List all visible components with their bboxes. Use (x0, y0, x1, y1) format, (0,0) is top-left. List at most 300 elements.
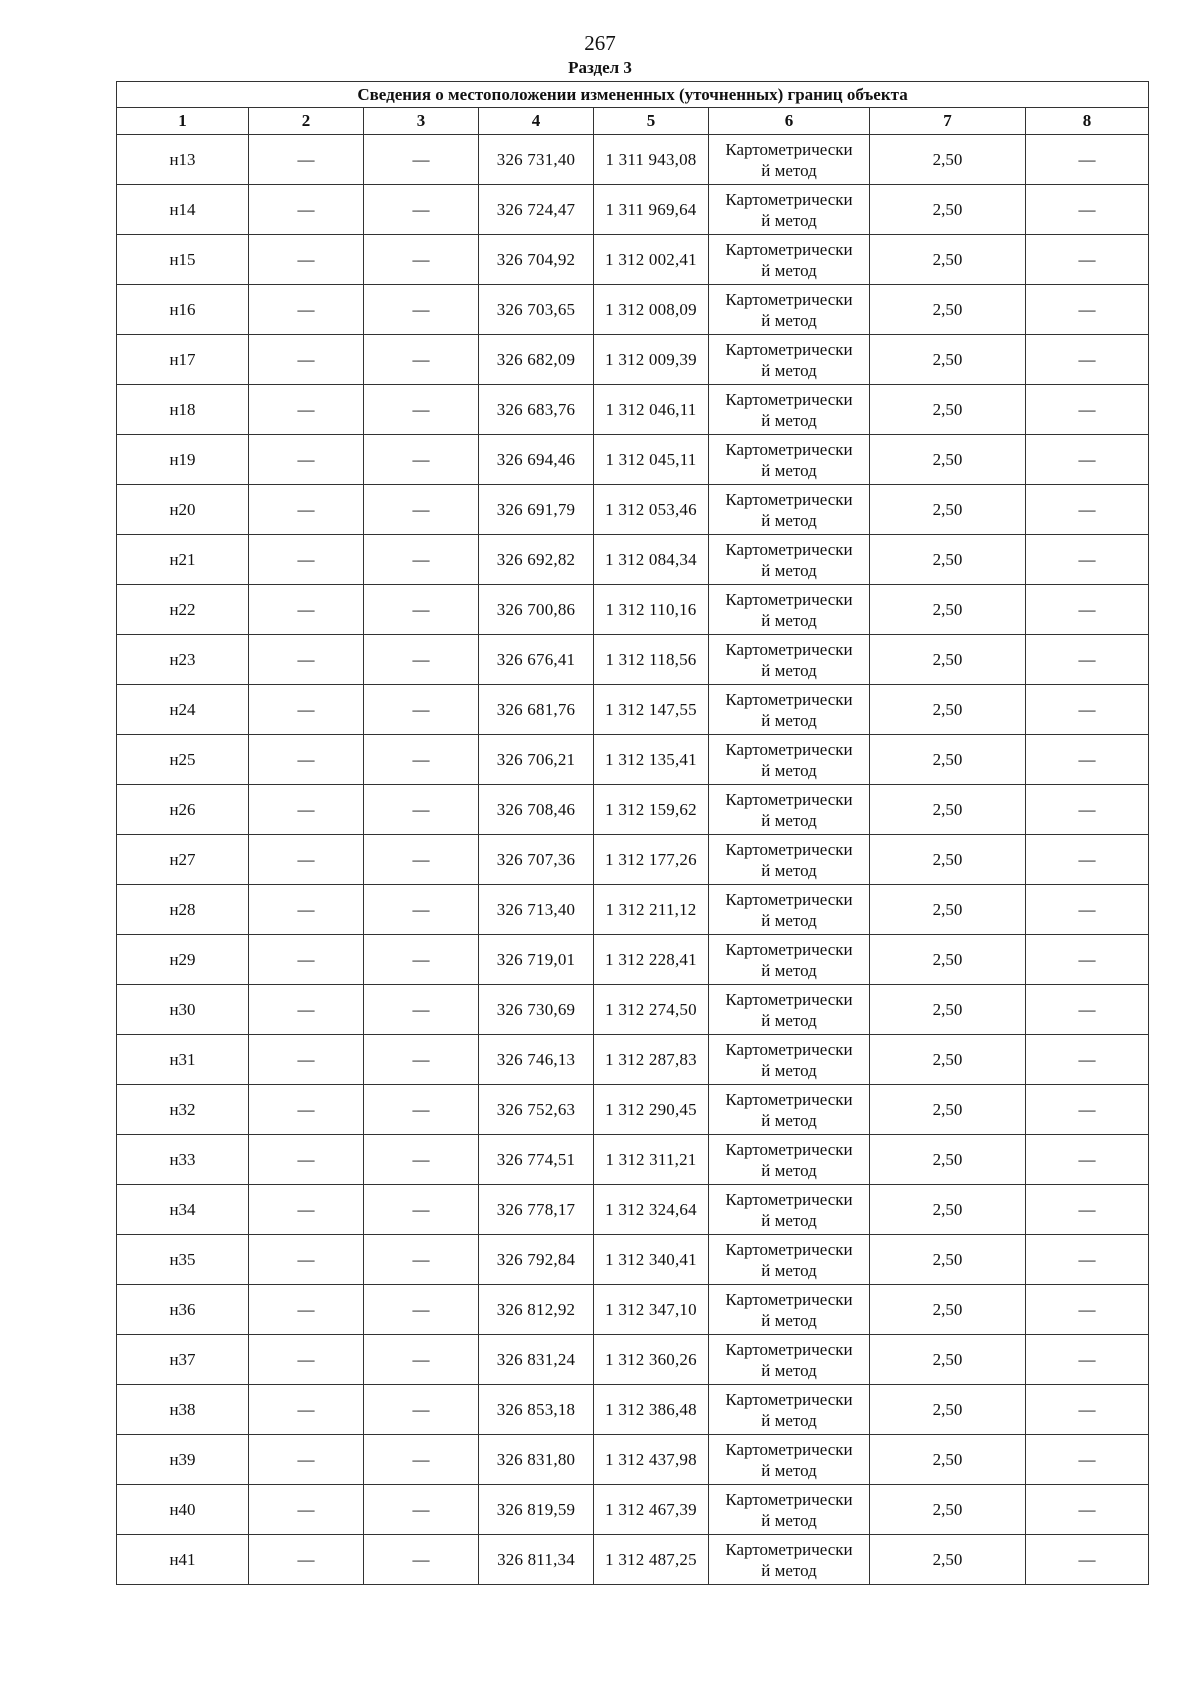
y-coordinate-cell: 1 312 274,50 (594, 985, 709, 1035)
y-coordinate-cell: 1 312 045,11 (594, 435, 709, 485)
table-row (117, 135, 1149, 185)
y-coordinate-cell: 1 312 211,12 (594, 885, 709, 935)
method-line-1: Картометрически (725, 189, 853, 209)
column-number-row (117, 108, 1149, 135)
method-cell (709, 1085, 870, 1135)
column-8-cell: — (1026, 185, 1149, 235)
method-line-1: Картометрически (725, 1139, 853, 1159)
column-8-cell: — (1026, 835, 1149, 885)
accuracy-cell: 2,50 (870, 285, 1026, 335)
column-3-cell: — (364, 1385, 479, 1435)
table-row (117, 285, 1149, 335)
method-cell (709, 1385, 870, 1435)
column-3-cell: — (364, 585, 479, 635)
column-2-cell: — (249, 1035, 364, 1085)
column-3-cell: — (364, 1435, 479, 1485)
accuracy-cell: 2,50 (870, 1185, 1026, 1235)
column-2-cell: — (249, 335, 364, 385)
column-3-cell: — (364, 1235, 479, 1285)
column-3-cell: — (364, 935, 479, 985)
accuracy-cell: 2,50 (870, 385, 1026, 435)
method-line-1: Картометрически (725, 889, 853, 909)
x-coordinate-cell: 326 694,46 (479, 435, 594, 485)
point-number-cell: н37 (117, 1335, 249, 1385)
column-2-cell: — (249, 885, 364, 935)
method-line-2: й метод (761, 1410, 817, 1430)
method-line-1: Картометрически (725, 289, 853, 309)
method-line-2: й метод (761, 660, 817, 680)
method-line-1: Картометрически (725, 939, 853, 959)
column-8-cell: — (1026, 1435, 1149, 1485)
x-coordinate-cell: 326 774,51 (479, 1135, 594, 1185)
column-3-cell: — (364, 835, 479, 885)
section-title: Раздел 3 (568, 58, 632, 77)
accuracy-cell: 2,50 (870, 1335, 1026, 1385)
point-number-cell: н35 (117, 1235, 249, 1285)
column-8-cell: — (1026, 1335, 1149, 1385)
method-line-1: Картометрически (725, 1189, 853, 1209)
table-row (117, 1535, 1149, 1585)
x-coordinate-cell: 326 682,09 (479, 335, 594, 385)
method-line-2: й метод (761, 1310, 817, 1330)
table-row (117, 1435, 1149, 1485)
method-line-2: й метод (761, 1510, 817, 1530)
method-cell (709, 735, 870, 785)
column-2-cell: — (249, 685, 364, 735)
accuracy-cell: 2,50 (870, 585, 1026, 635)
accuracy-cell: 2,50 (870, 1135, 1026, 1185)
accuracy-cell: 2,50 (870, 1535, 1026, 1585)
point-number-cell: н39 (117, 1435, 249, 1485)
column-3-cell: — (364, 235, 479, 285)
table-row (117, 1385, 1149, 1435)
method-cell (709, 985, 870, 1035)
accuracy-cell: 2,50 (870, 235, 1026, 285)
column-8-cell: — (1026, 935, 1149, 985)
method-line-1: Картометрически (725, 489, 853, 509)
method-line-1: Картометрически (725, 1089, 853, 1109)
column-8-cell: — (1026, 335, 1149, 385)
column-8-cell: — (1026, 1535, 1149, 1585)
method-line-2: й метод (761, 310, 817, 330)
table-row (117, 935, 1149, 985)
method-cell (709, 1185, 870, 1235)
column-8-cell: — (1026, 885, 1149, 935)
point-number-cell: н18 (117, 385, 249, 435)
method-line-1: Картометрически (725, 1039, 853, 1059)
column-3-cell: — (364, 1335, 479, 1385)
table-row (117, 1335, 1149, 1385)
table-row (117, 1085, 1149, 1135)
column-3-cell: — (364, 1535, 479, 1585)
y-coordinate-cell: 1 312 437,98 (594, 1435, 709, 1485)
column-8-cell: — (1026, 1135, 1149, 1185)
method-line-1: Картометрически (725, 1439, 853, 1459)
point-number-cell: н38 (117, 1385, 249, 1435)
table-row (117, 685, 1149, 735)
column-number: 2 (249, 108, 364, 135)
column-2-cell: — (249, 1085, 364, 1135)
method-cell (709, 485, 870, 535)
point-number-cell: н22 (117, 585, 249, 635)
method-line-2: й метод (761, 1210, 817, 1230)
method-cell (709, 185, 870, 235)
column-3-cell: — (364, 885, 479, 935)
column-2-cell: — (249, 585, 364, 635)
column-2-cell: — (249, 1285, 364, 1335)
x-coordinate-cell: 326 724,47 (479, 185, 594, 235)
column-2-cell: — (249, 235, 364, 285)
column-8-cell: — (1026, 1485, 1149, 1535)
table-row (117, 1135, 1149, 1185)
column-2-cell: — (249, 485, 364, 535)
column-3-cell: — (364, 435, 479, 485)
method-line-1: Картометрически (725, 1539, 853, 1559)
method-cell (709, 1285, 870, 1335)
table-body (117, 135, 1149, 1585)
column-8-cell: — (1026, 1285, 1149, 1335)
method-cell (709, 885, 870, 935)
y-coordinate-cell: 1 312 147,55 (594, 685, 709, 735)
column-2-cell: — (249, 935, 364, 985)
x-coordinate-cell: 326 703,65 (479, 285, 594, 335)
y-coordinate-cell: 1 312 135,41 (594, 735, 709, 785)
table-row (117, 785, 1149, 835)
table-row (117, 185, 1149, 235)
table-row (117, 835, 1149, 885)
column-number: 6 (709, 108, 870, 135)
column-8-cell: — (1026, 1035, 1149, 1085)
method-line-1: Картометрически (725, 139, 853, 159)
method-line-2: й метод (761, 1360, 817, 1380)
accuracy-cell: 2,50 (870, 1035, 1026, 1085)
table-caption-row (117, 82, 1149, 108)
column-3-cell: — (364, 185, 479, 235)
column-8-cell: — (1026, 1235, 1149, 1285)
method-line-2: й метод (761, 960, 817, 980)
column-2-cell: — (249, 1335, 364, 1385)
column-3-cell: — (364, 1285, 479, 1335)
point-number-cell: н15 (117, 235, 249, 285)
y-coordinate-cell: 1 312 228,41 (594, 935, 709, 985)
column-2-cell: — (249, 1485, 364, 1535)
column-2-cell: — (249, 1135, 364, 1185)
accuracy-cell: 2,50 (870, 1235, 1026, 1285)
method-cell (709, 835, 870, 885)
method-line-1: Картометрически (725, 989, 853, 1009)
method-cell (709, 1435, 870, 1485)
y-coordinate-cell: 1 312 008,09 (594, 285, 709, 335)
table-row (117, 735, 1149, 785)
point-number-cell: н40 (117, 1485, 249, 1535)
method-line-2: й метод (761, 1260, 817, 1280)
point-number-cell: н33 (117, 1135, 249, 1185)
method-line-1: Картометрически (725, 239, 853, 259)
x-coordinate-cell: 326 692,82 (479, 535, 594, 585)
method-line-2: й метод (761, 910, 817, 930)
point-number-cell: н27 (117, 835, 249, 885)
accuracy-cell: 2,50 (870, 535, 1026, 585)
method-line-1: Картометрически (725, 1389, 853, 1409)
x-coordinate-cell: 326 719,01 (479, 935, 594, 985)
accuracy-cell: 2,50 (870, 335, 1026, 385)
column-8-cell: — (1026, 1385, 1149, 1435)
point-number-cell: н21 (117, 535, 249, 585)
column-number: 8 (1026, 108, 1149, 135)
accuracy-cell: 2,50 (870, 685, 1026, 735)
x-coordinate-cell: 326 713,40 (479, 885, 594, 935)
table-row (117, 585, 1149, 635)
method-line-2: й метод (761, 860, 817, 880)
table-caption: Сведения о местоположении измененных (уточненных) границ объекта (117, 82, 1149, 108)
column-3-cell: — (364, 1085, 479, 1135)
y-coordinate-cell: 1 312 324,64 (594, 1185, 709, 1235)
column-number: 3 (364, 108, 479, 135)
table-row (117, 485, 1149, 535)
table-row (117, 885, 1149, 935)
method-line-1: Картометрически (725, 1289, 853, 1309)
method-cell (709, 585, 870, 635)
x-coordinate-cell: 326 811,34 (479, 1535, 594, 1585)
point-number-cell: н16 (117, 285, 249, 335)
table-row (117, 1235, 1149, 1285)
accuracy-cell: 2,50 (870, 885, 1026, 935)
point-number-cell: н41 (117, 1535, 249, 1585)
column-8-cell: — (1026, 685, 1149, 735)
boundary-coordinates-table (116, 81, 1149, 1585)
method-line-1: Картометрически (725, 439, 853, 459)
page-number: 267 (584, 31, 616, 55)
point-number-cell: н31 (117, 1035, 249, 1085)
column-3-cell: — (364, 135, 479, 185)
y-coordinate-cell: 1 312 467,39 (594, 1485, 709, 1535)
x-coordinate-cell: 326 853,18 (479, 1385, 594, 1435)
column-number: 7 (870, 108, 1026, 135)
x-coordinate-cell: 326 704,92 (479, 235, 594, 285)
method-line-2: й метод (761, 1160, 817, 1180)
column-number: 4 (479, 108, 594, 135)
x-coordinate-cell: 326 746,13 (479, 1035, 594, 1085)
column-3-cell: — (364, 1035, 479, 1085)
x-coordinate-cell: 326 731,40 (479, 135, 594, 185)
method-cell (709, 1235, 870, 1285)
column-3-cell: — (364, 535, 479, 585)
method-line-2: й метод (761, 560, 817, 580)
column-3-cell: — (364, 285, 479, 335)
column-number: 1 (117, 108, 249, 135)
table-row (117, 385, 1149, 435)
column-3-cell: — (364, 1135, 479, 1185)
column-8-cell: — (1026, 735, 1149, 785)
column-3-cell: — (364, 635, 479, 685)
table-row (117, 635, 1149, 685)
x-coordinate-cell: 326 691,79 (479, 485, 594, 535)
method-cell (709, 785, 870, 835)
y-coordinate-cell: 1 311 969,64 (594, 185, 709, 235)
column-3-cell: — (364, 785, 479, 835)
column-2-cell: — (249, 535, 364, 585)
y-coordinate-cell: 1 312 340,41 (594, 1235, 709, 1285)
accuracy-cell: 2,50 (870, 485, 1026, 535)
method-cell (709, 635, 870, 685)
point-number-cell: н23 (117, 635, 249, 685)
y-coordinate-cell: 1 312 311,21 (594, 1135, 709, 1185)
method-line-2: й метод (761, 710, 817, 730)
column-8-cell: — (1026, 285, 1149, 335)
column-number: 5 (594, 108, 709, 135)
table-row (117, 335, 1149, 385)
method-line-1: Картометрически (725, 339, 853, 359)
method-line-1: Картометрически (725, 1339, 853, 1359)
method-cell (709, 1135, 870, 1185)
column-3-cell: — (364, 385, 479, 435)
y-coordinate-cell: 1 312 287,83 (594, 1035, 709, 1085)
point-number-cell: н13 (117, 135, 249, 185)
column-8-cell: — (1026, 785, 1149, 835)
y-coordinate-cell: 1 312 290,45 (594, 1085, 709, 1135)
column-8-cell: — (1026, 435, 1149, 485)
x-coordinate-cell: 326 812,92 (479, 1285, 594, 1335)
point-number-cell: н32 (117, 1085, 249, 1135)
column-3-cell: — (364, 485, 479, 535)
accuracy-cell: 2,50 (870, 735, 1026, 785)
column-2-cell: — (249, 185, 364, 235)
y-coordinate-cell: 1 311 943,08 (594, 135, 709, 185)
accuracy-cell: 2,50 (870, 1285, 1026, 1335)
column-2-cell: — (249, 785, 364, 835)
method-line-2: й метод (761, 360, 817, 380)
point-number-cell: н20 (117, 485, 249, 535)
column-3-cell: — (364, 985, 479, 1035)
y-coordinate-cell: 1 312 084,34 (594, 535, 709, 585)
point-number-cell: н36 (117, 1285, 249, 1335)
y-coordinate-cell: 1 312 360,26 (594, 1335, 709, 1385)
column-2-cell: — (249, 285, 364, 335)
accuracy-cell: 2,50 (870, 1085, 1026, 1135)
method-line-2: й метод (761, 460, 817, 480)
accuracy-cell: 2,50 (870, 985, 1026, 1035)
column-3-cell: — (364, 335, 479, 385)
table-row (117, 535, 1149, 585)
method-line-2: й метод (761, 1060, 817, 1080)
column-2-cell: — (249, 985, 364, 1035)
y-coordinate-cell: 1 312 177,26 (594, 835, 709, 885)
column-8-cell: — (1026, 135, 1149, 185)
method-line-2: й метод (761, 260, 817, 280)
column-2-cell: — (249, 1435, 364, 1485)
x-coordinate-cell: 326 683,76 (479, 385, 594, 435)
x-coordinate-cell: 326 730,69 (479, 985, 594, 1035)
accuracy-cell: 2,50 (870, 185, 1026, 235)
column-8-cell: — (1026, 985, 1149, 1035)
method-cell (709, 285, 870, 335)
table-row (117, 1485, 1149, 1535)
column-2-cell: — (249, 1535, 364, 1585)
method-line-2: й метод (761, 810, 817, 830)
point-number-cell: н24 (117, 685, 249, 735)
method-cell (709, 235, 870, 285)
x-coordinate-cell: 326 707,36 (479, 835, 594, 885)
column-2-cell: — (249, 435, 364, 485)
table-row (117, 1035, 1149, 1085)
x-coordinate-cell: 326 700,86 (479, 585, 594, 635)
column-8-cell: — (1026, 235, 1149, 285)
method-cell (709, 1535, 870, 1585)
method-line-1: Картометрически (725, 1239, 853, 1259)
point-number-cell: н17 (117, 335, 249, 385)
accuracy-cell: 2,50 (870, 135, 1026, 185)
column-3-cell: — (364, 1485, 479, 1535)
method-cell (709, 135, 870, 185)
column-2-cell: — (249, 1185, 364, 1235)
method-cell (709, 435, 870, 485)
method-line-1: Картометрически (725, 389, 853, 409)
point-number-cell: н29 (117, 935, 249, 985)
y-coordinate-cell: 1 312 046,11 (594, 385, 709, 435)
column-2-cell: — (249, 135, 364, 185)
x-coordinate-cell: 326 792,84 (479, 1235, 594, 1285)
accuracy-cell: 2,50 (870, 785, 1026, 835)
y-coordinate-cell: 1 312 347,10 (594, 1285, 709, 1335)
accuracy-cell: 2,50 (870, 1485, 1026, 1535)
table-row (117, 1285, 1149, 1335)
column-3-cell: — (364, 735, 479, 785)
y-coordinate-cell: 1 312 159,62 (594, 785, 709, 835)
method-line-2: й метод (761, 410, 817, 430)
method-line-1: Картометрически (725, 789, 853, 809)
accuracy-cell: 2,50 (870, 1385, 1026, 1435)
method-line-2: й метод (761, 1560, 817, 1580)
x-coordinate-cell: 326 676,41 (479, 635, 594, 685)
y-coordinate-cell: 1 312 386,48 (594, 1385, 709, 1435)
method-line-2: й метод (761, 610, 817, 630)
column-8-cell: — (1026, 1085, 1149, 1135)
point-number-cell: н28 (117, 885, 249, 935)
column-2-cell: — (249, 385, 364, 435)
table-row (117, 435, 1149, 485)
method-cell (709, 935, 870, 985)
method-cell (709, 1035, 870, 1085)
method-cell (709, 335, 870, 385)
table-row (117, 1185, 1149, 1235)
method-line-2: й метод (761, 210, 817, 230)
column-3-cell: — (364, 1185, 479, 1235)
column-8-cell: — (1026, 585, 1149, 635)
method-line-2: й метод (761, 1110, 817, 1130)
column-8-cell: — (1026, 485, 1149, 535)
column-8-cell: — (1026, 385, 1149, 435)
column-8-cell: — (1026, 635, 1149, 685)
method-cell (709, 1485, 870, 1535)
point-number-cell: н25 (117, 735, 249, 785)
method-cell (709, 1335, 870, 1385)
method-line-1: Картометрически (725, 639, 853, 659)
point-number-cell: н30 (117, 985, 249, 1035)
point-number-cell: н34 (117, 1185, 249, 1235)
y-coordinate-cell: 1 312 053,46 (594, 485, 709, 535)
point-number-cell: н26 (117, 785, 249, 835)
method-line-2: й метод (761, 160, 817, 180)
point-number-cell: н19 (117, 435, 249, 485)
method-line-2: й метод (761, 760, 817, 780)
method-cell (709, 535, 870, 585)
column-2-cell: — (249, 835, 364, 885)
y-coordinate-cell: 1 312 110,16 (594, 585, 709, 635)
accuracy-cell: 2,50 (870, 835, 1026, 885)
method-line-1: Картометрически (725, 739, 853, 759)
column-2-cell: — (249, 1385, 364, 1435)
x-coordinate-cell: 326 831,24 (479, 1335, 594, 1385)
